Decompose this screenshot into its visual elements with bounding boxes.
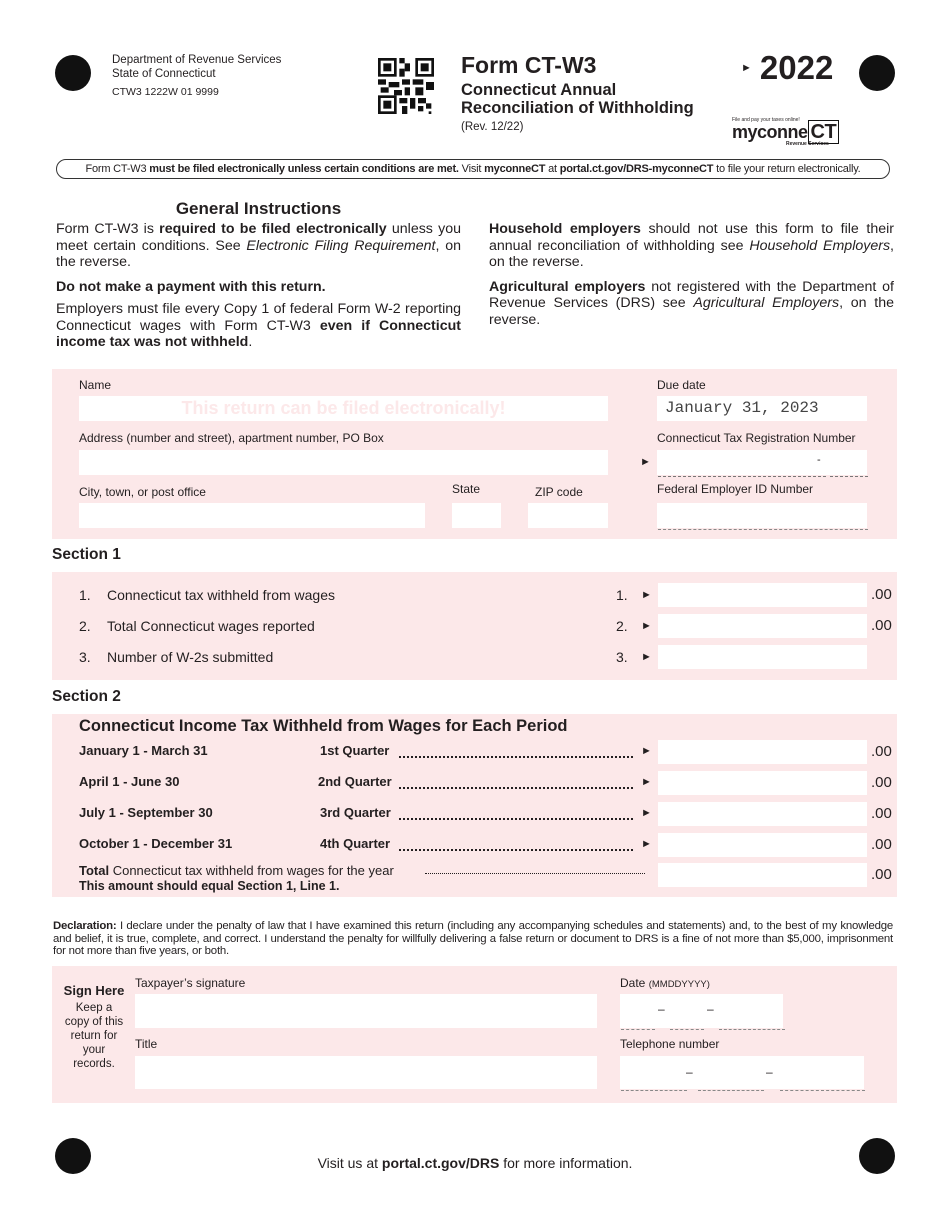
banner-text-3: at [545,163,560,175]
section-1-line-label: Connecticut tax withheld from wages [107,587,335,603]
fein-label: Federal Employer ID Number [657,482,814,496]
quarter-label: 3rd Quarter [320,805,391,820]
section-1-line-number: 2. [79,618,91,634]
agency-block [112,53,281,99]
zip-label: ZIP code [535,485,583,499]
logo-text-a: myconne [732,122,808,142]
tax-year [741,49,833,87]
due-date-field [657,396,867,421]
form-title: Form CT-W3 [461,52,597,78]
quarter-period: October 1 - December 31 [79,836,233,851]
title-field[interactable] [135,1056,597,1089]
logo-subtext: Revenue Services [786,141,829,147]
ct-registration-guide-2 [830,476,868,477]
total-bold: Total [79,863,110,878]
state-label: State [452,482,481,496]
total-note: This amount should equal Section 1, Line 1. [79,879,340,893]
efile-banner [56,159,890,179]
quarter-cents: .00 [871,774,892,791]
date-label [620,976,710,990]
form-subtitle-1: Connecticut Annual [461,81,617,99]
tax-year-value: 2022 [759,49,834,86]
section-1-line-cents: .00 [871,586,892,603]
quarter-leader-dots [399,818,633,820]
quarter-field[interactable] [658,833,867,857]
ct-registration-arrow-icon: ► [640,456,651,468]
form-subtitle-2: Reconciliation of Withholding [461,99,694,117]
banner-text-2: Visit [458,163,485,175]
quarter-period: April 1 - June 30 [79,774,180,789]
footer-text-2: for more information. [499,1155,633,1171]
section-2-heading: Connecticut Income Tax Withheld from Wages for Each Period [79,717,568,735]
date-field[interactable] [620,994,783,1028]
date-guide-mm [621,1029,655,1030]
line-arrow-icon: ► [641,589,652,601]
instructions-left-column [56,221,461,351]
logo-tagline: File and pay your taxes online! [732,117,800,123]
section-2-title: Section 2 [52,688,121,705]
total-text: Connecticut tax withheld from wages for the year [109,863,394,878]
qr-code-icon [378,58,434,114]
banner-link[interactable]: portal.ct.gov/DRS-myconneCT [559,163,714,175]
section-1-line-field[interactable] [658,614,867,638]
date-format: (MMDDYYYY) [648,979,710,990]
phone-separator-1: – [686,1065,693,1079]
instructions-right-column [489,221,894,328]
signature-label: Taxpayer’s signature [135,976,246,990]
myconnect-logo [732,117,854,155]
line-arrow-icon: ► [641,807,652,819]
registration-mark-top-left [55,55,91,91]
quarter-label: 1st Quarter [320,743,390,758]
instruction-household: Household employers should not use this form to file their annual reconciliation of withholding see Household Employers, on the reverse. [489,221,895,270]
title-label: Title [135,1037,158,1051]
name-label: Name [79,378,112,392]
due-date-value: January 31, 2023 [665,399,819,417]
line-arrow-icon: ► [641,620,652,632]
quarter-cents: .00 [871,805,892,822]
address-field[interactable] [79,450,608,475]
quarter-field[interactable] [658,740,867,764]
sign-here-heading: Sign Here [63,983,125,998]
date-guide-dd [670,1029,704,1030]
instruction-efile: Form CT-W3 is required to be filed electronically unless you meet certain conditions. See Electronic Filing Requirement, on the reverse. [56,221,461,270]
section-1-line-number: 3. [79,649,91,665]
quarter-leader-dots [399,756,633,758]
sign-here-block [56,983,132,1071]
banner-bold-1: must be filed electronically unless certain conditions are met. [149,163,459,175]
zip-field[interactable] [528,503,608,528]
instruction-agricultural: Agricultural employers not registered with the Department of Revenue Services (DRS) see Agricultural Employers, on the reverse. [489,278,894,328]
phone-guide-prefix [698,1090,764,1091]
due-date-label: Due date [657,378,706,392]
quarter-cents: .00 [871,743,892,760]
sign-here-note: Keep a copy of this return for your records. [64,1002,124,1070]
instruction-w2: Employers must file every Copy 1 of federal Form W-2 reporting Connecticut wages with Form CT-W3 even if Connecticut income tax was not withheld. [56,301,461,350]
name-watermark: This return can be filed electronically! [181,398,506,418]
phone-guide-area [621,1090,687,1091]
total-leader-dots [425,873,645,874]
name-field[interactable] [79,396,608,421]
quarter-cents: .00 [871,836,892,853]
quarter-period: July 1 - September 30 [79,805,213,820]
footer-text: Visit us at [317,1155,382,1171]
section-1-line-ref: 2. [616,618,628,634]
section-1-line-ref: 1. [616,587,628,603]
line-arrow-icon: ► [641,776,652,788]
section-1-line-ref: 3. [616,649,628,665]
fein-guide [658,529,868,530]
banner-myconnect: myconneCT [484,163,546,175]
form-title-block [461,52,694,133]
section-1-line-label: Number of W-2s submitted [107,649,274,665]
form-revision: (Rev. 12/22) [461,121,524,133]
footer [0,1155,950,1171]
date-label-text: Date [620,976,646,990]
year-arrow-icon: ► [741,62,752,74]
quarter-field[interactable] [658,771,867,795]
quarter-leader-dots [399,787,633,789]
line-arrow-icon: ► [641,651,652,663]
quarter-period: January 1 - March 31 [79,743,208,758]
total-cents: .00 [871,866,892,883]
section-1-line-cents: .00 [871,617,892,634]
city-label: City, town, or post office [79,485,206,499]
banner-text-4: to file your return electronically. [713,163,861,175]
section-1-line-number: 1. [79,587,91,603]
ct-registration-field[interactable] [657,450,867,475]
date-guide-yyyy [719,1029,785,1030]
section-1-line-field[interactable] [658,583,867,607]
fein-field[interactable] [657,503,867,528]
declaration [53,920,893,958]
date-separator-1: – [658,1002,665,1016]
banner-text: Form CT-W3 [85,163,150,175]
total-label [79,863,394,878]
footer-link[interactable]: portal.ct.gov/DRS [381,1155,500,1171]
phone-separator-2: – [766,1065,773,1079]
total-field[interactable] [658,863,867,887]
address-label: Address (number and street), apartment number, PO Box [79,431,384,445]
phone-guide-line [780,1090,865,1091]
city-field[interactable] [79,503,425,528]
quarter-label: 2nd Quarter [318,774,392,789]
date-separator-2: – [707,1002,714,1016]
quarter-leader-dots [399,849,633,851]
instruction-no-payment: Do not make a payment with this return. [56,278,326,295]
signature-field[interactable] [135,994,597,1028]
section-1-title: Section 1 [52,546,121,563]
quarter-field[interactable] [658,802,867,826]
registration-mark-top-right [859,55,895,91]
state-field[interactable] [452,503,501,528]
ct-registration-separator: - [817,454,821,466]
agency-state: State of Connecticut [112,68,216,80]
line-arrow-icon: ► [641,838,652,850]
line-arrow-icon: ► [641,745,652,757]
instructions-heading: General Instructions [175,199,342,218]
declaration-text: I declare under the penalty of law that I have examined this return (including any accompanying schedules and statements) and, to the best of my knowledge and belief, it is true, complete, and correct. I understand the penalty for willfully delivering a false return or document to DRS is a fine of not more than $5,000, imprisonment for not more than five years, or both. [53,920,893,957]
phone-field[interactable] [620,1056,864,1089]
section-1-line-label: Total Connecticut wages reported [107,618,315,634]
logo-text-b: CT [808,120,840,144]
ct-registration-guide [658,476,826,477]
declaration-bold: Declaration: [53,920,117,932]
form-code: CTW3 1222W 01 9999 [112,86,219,98]
logo-wordmark [732,123,854,141]
agency-name: Department of Revenue Services [112,54,282,66]
section-1-line-field[interactable] [658,645,867,669]
phone-label: Telephone number [620,1037,720,1051]
quarter-label: 4th Quarter [320,836,391,851]
ct-registration-label: Connecticut Tax Registration Number [657,431,856,445]
